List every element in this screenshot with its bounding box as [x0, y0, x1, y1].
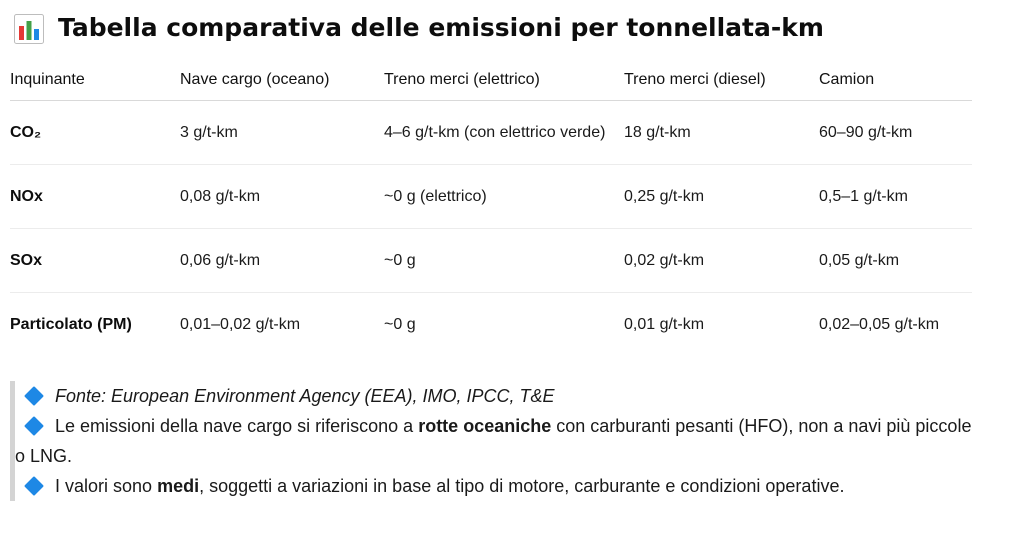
table-cell: 18 g/t-km [624, 101, 819, 165]
note-average-values [15, 471, 977, 501]
blue-diamond-icon [24, 386, 44, 406]
document [10, 0, 972, 356]
table-header-row [10, 60, 972, 101]
note-text: Le emissioni della nave cargo si riferiscono a [55, 416, 419, 436]
note-emphasis: medi [157, 476, 200, 496]
note-source [15, 381, 977, 411]
table-cell: 0,25 g/t-km [624, 165, 819, 229]
table-row [10, 165, 972, 229]
page-title-text: Tabella comparativa delle emissioni per tonnellata-km [58, 12, 824, 42]
note-ship-emissions [15, 411, 977, 471]
note-emphasis: rotte oceaniche [418, 416, 552, 436]
header-cell: Nave cargo (oceano) [180, 60, 384, 101]
table-cell: 0,01–0,02 g/t-km [180, 316, 301, 333]
table-cell: 60–90 g/t-km [819, 101, 972, 165]
header-cell: Inquinante [10, 60, 180, 101]
note-text: I valori sono [55, 476, 158, 496]
table-cell: 0,5–1 g/t-km [819, 165, 972, 229]
table-cell: 4–6 g/t-km (con elettrico verde) [384, 101, 624, 165]
table-cell: 3 g/t-km [180, 101, 384, 165]
table-cell: 0,01 g/t-km [624, 316, 705, 333]
header-cell: Treno merci (elettrico) [384, 60, 624, 101]
table-row [10, 229, 972, 293]
table-cell: Particolato (PM) [10, 316, 132, 333]
table-cell: ~0 g [384, 229, 624, 293]
table-cell: CO₂ [10, 101, 180, 165]
table-cell: 0,02–0,05 g/t-km [819, 316, 940, 333]
header-cell: Treno merci (diesel) [624, 60, 819, 101]
table-cell: 0,02 g/t-km [624, 229, 819, 293]
notes-blockquote [10, 381, 977, 501]
table-row [10, 293, 972, 357]
table-cell: 0,05 g/t-km [819, 229, 972, 293]
emissions-table [10, 60, 972, 356]
page-title [10, 0, 972, 54]
note-text: , soggetti a variazioni in base al tipo di motore, carburante e condizioni operative. [199, 476, 845, 496]
blue-diamond-icon [24, 476, 44, 496]
table-cell: ~0 g [384, 316, 416, 333]
note-text: con carburanti pesanti (HFO), non a navi più piccole o LNG. [15, 416, 972, 466]
table-cell: SOx [10, 229, 180, 293]
source-text: Fonte: European Environment Agency (EEA), IMO, IPCC, T&E [55, 386, 555, 406]
table-cell: NOx [10, 165, 180, 229]
table-cell: 0,08 g/t-km [180, 165, 384, 229]
header-cell: Camion [819, 60, 972, 101]
bar-chart-icon [12, 10, 46, 44]
table-row [10, 101, 972, 165]
blue-diamond-icon [24, 416, 44, 436]
table-cell: 0,06 g/t-km [180, 229, 384, 293]
table-cell: ~0 g (elettrico) [384, 165, 624, 229]
